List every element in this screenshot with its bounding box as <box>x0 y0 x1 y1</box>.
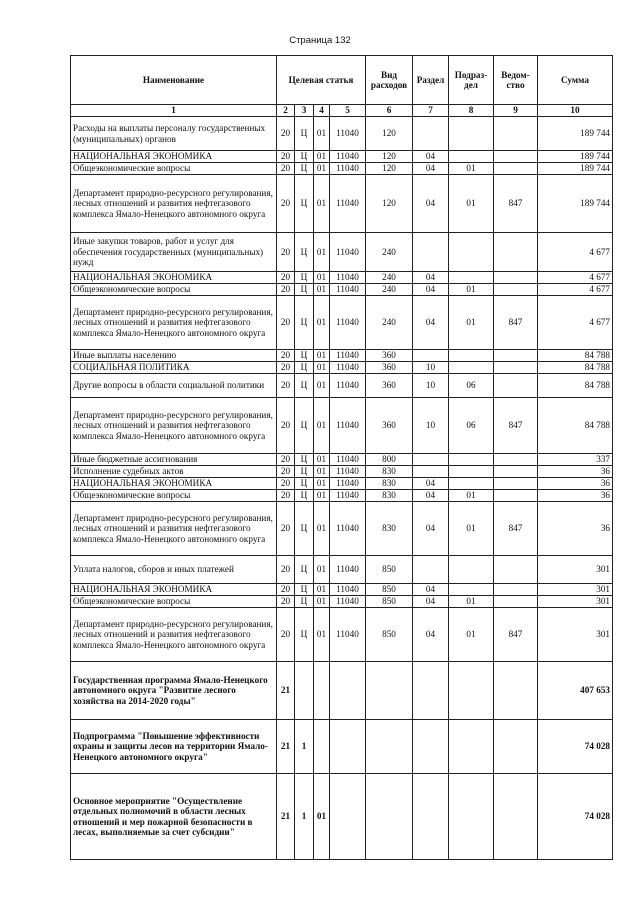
cell-subprogram-code: 1 <box>295 720 314 774</box>
column-number: 7 <box>413 105 449 117</box>
cell-subprogram-code: Ц <box>295 490 314 502</box>
cell-department: 847 <box>494 608 538 662</box>
cell-activity-code <box>314 720 330 774</box>
column-number: 2 <box>277 105 295 117</box>
cell-program-code: 20 <box>277 490 295 502</box>
cell-subsection <box>449 720 494 774</box>
cell-section <box>413 233 449 272</box>
cell-department <box>494 374 538 398</box>
cell-amount: 84 788 <box>538 398 613 454</box>
cell-direction-code: 11040 <box>330 584 366 596</box>
cell-expense-type: 830 <box>366 466 413 478</box>
cell-expense-type: 360 <box>366 398 413 454</box>
cell-direction-code: 11040 <box>330 163 366 175</box>
cell-expense-type: 800 <box>366 454 413 466</box>
cell-amount: 189 744 <box>538 175 613 233</box>
cell-activity-code: 01 <box>314 350 330 362</box>
cell-name: НАЦИОНАЛЬНАЯ ЭКОНОМИКА <box>71 478 277 490</box>
cell-activity-code: 01 <box>314 774 330 860</box>
table-row <box>71 662 613 720</box>
cell-expense-type: 830 <box>366 502 413 556</box>
cell-section <box>413 117 449 151</box>
cell-department <box>494 556 538 584</box>
cell-activity-code: 01 <box>314 490 330 502</box>
cell-subprogram-code: Ц <box>295 163 314 175</box>
column-number: 8 <box>449 105 494 117</box>
cell-program-code: 20 <box>277 284 295 296</box>
cell-department <box>494 117 538 151</box>
cell-department <box>494 662 538 720</box>
cell-subsection <box>449 584 494 596</box>
cell-name: Департамент природно-ресурсного регулирования, лесных отношений и развития нефтегазового комплекса Ямало-Ненецкого автономного округа <box>71 175 277 233</box>
cell-subprogram-code: Ц <box>295 374 314 398</box>
cell-amount: 301 <box>538 584 613 596</box>
header-subsection: Подраз-дел <box>449 56 494 105</box>
cell-department: 847 <box>494 502 538 556</box>
header-amount: Сумма <box>538 56 613 105</box>
cell-activity-code: 01 <box>314 272 330 284</box>
cell-subsection: 06 <box>449 398 494 454</box>
cell-amount: 4 677 <box>538 272 613 284</box>
cell-subsection <box>449 362 494 374</box>
cell-activity-code <box>314 662 330 720</box>
table-row <box>71 490 613 502</box>
cell-subsection <box>449 272 494 284</box>
cell-subsection <box>449 233 494 272</box>
table-body <box>71 117 613 860</box>
cell-direction-code: 11040 <box>330 398 366 454</box>
cell-expense-type: 120 <box>366 175 413 233</box>
cell-activity-code: 01 <box>314 233 330 272</box>
cell-section: 04 <box>413 284 449 296</box>
cell-department: 847 <box>494 398 538 454</box>
cell-subprogram-code: Ц <box>295 350 314 362</box>
cell-subsection: 01 <box>449 175 494 233</box>
cell-expense-type: 240 <box>366 296 413 350</box>
cell-department <box>494 350 538 362</box>
table-row <box>71 175 613 233</box>
cell-amount: 36 <box>538 502 613 556</box>
cell-amount: 301 <box>538 556 613 584</box>
column-number: 6 <box>366 105 413 117</box>
table-row <box>71 398 613 454</box>
cell-department <box>494 466 538 478</box>
cell-direction-code: 11040 <box>330 272 366 284</box>
cell-section <box>413 454 449 466</box>
cell-expense-type: 360 <box>366 374 413 398</box>
cell-section <box>413 662 449 720</box>
cell-program-code: 20 <box>277 502 295 556</box>
cell-expense-type: 360 <box>366 362 413 374</box>
table-row <box>71 502 613 556</box>
cell-section <box>413 720 449 774</box>
cell-direction-code: 11040 <box>330 362 366 374</box>
table-row <box>71 584 613 596</box>
cell-name: НАЦИОНАЛЬНАЯ ЭКОНОМИКА <box>71 151 277 163</box>
cell-direction-code: 11040 <box>330 596 366 608</box>
cell-subprogram-code <box>295 662 314 720</box>
cell-amount: 36 <box>538 466 613 478</box>
cell-direction-code: 11040 <box>330 117 366 151</box>
cell-subprogram-code: Ц <box>295 296 314 350</box>
table-row <box>71 117 613 151</box>
cell-program-code: 20 <box>277 163 295 175</box>
cell-subsection <box>449 556 494 584</box>
cell-subsection: 01 <box>449 490 494 502</box>
cell-department <box>494 584 538 596</box>
cell-activity-code: 01 <box>314 151 330 163</box>
cell-direction-code: 11040 <box>330 151 366 163</box>
cell-department <box>494 720 538 774</box>
cell-subprogram-code: Ц <box>295 284 314 296</box>
cell-direction-code <box>330 662 366 720</box>
cell-direction-code: 11040 <box>330 466 366 478</box>
header-name: Наименование <box>71 56 277 105</box>
cell-section: 10 <box>413 398 449 454</box>
cell-program-code: 20 <box>277 272 295 284</box>
cell-subprogram-code: Ц <box>295 584 314 596</box>
cell-program-code: 20 <box>277 596 295 608</box>
cell-direction-code: 11040 <box>330 350 366 362</box>
cell-expense-type: 830 <box>366 490 413 502</box>
cell-activity-code: 01 <box>314 596 330 608</box>
cell-amount: 337 <box>538 454 613 466</box>
cell-name: Общеэкономические вопросы <box>71 284 277 296</box>
table-row <box>71 720 613 774</box>
cell-expense-type: 240 <box>366 284 413 296</box>
table-row <box>71 284 613 296</box>
cell-section <box>413 350 449 362</box>
cell-name: НАЦИОНАЛЬНАЯ ЭКОНОМИКА <box>71 584 277 596</box>
cell-direction-code: 11040 <box>330 454 366 466</box>
cell-subprogram-code: Ц <box>295 596 314 608</box>
cell-department <box>494 272 538 284</box>
cell-subprogram-code: Ц <box>295 502 314 556</box>
cell-subsection: 01 <box>449 163 494 175</box>
cell-name: Общеэкономические вопросы <box>71 596 277 608</box>
cell-program-code: 20 <box>277 584 295 596</box>
cell-expense-type: 850 <box>366 608 413 662</box>
cell-name: Департамент природно-ресурсного регулирования, лесных отношений и развития нефтегазового комплекса Ямало-Ненецкого автономного округа <box>71 296 277 350</box>
column-number: 9 <box>494 105 538 117</box>
column-number: 5 <box>330 105 366 117</box>
cell-subprogram-code: Ц <box>295 233 314 272</box>
table-row <box>71 272 613 284</box>
header-row <box>71 56 613 105</box>
cell-section <box>413 774 449 860</box>
cell-activity-code: 01 <box>314 556 330 584</box>
cell-expense-type: 360 <box>366 350 413 362</box>
cell-subprogram-code: Ц <box>295 608 314 662</box>
cell-activity-code: 01 <box>314 454 330 466</box>
cell-activity-code: 01 <box>314 163 330 175</box>
cell-subsection <box>449 454 494 466</box>
cell-section <box>413 556 449 584</box>
cell-amount: 84 788 <box>538 362 613 374</box>
cell-subprogram-code: Ц <box>295 272 314 284</box>
budget-table <box>70 55 613 860</box>
cell-amount: 74 028 <box>538 720 613 774</box>
cell-subprogram-code: Ц <box>295 151 314 163</box>
cell-subsection <box>449 478 494 490</box>
table-row <box>71 163 613 175</box>
cell-section: 04 <box>413 478 449 490</box>
cell-subsection <box>449 466 494 478</box>
table-row <box>71 774 613 860</box>
table-row <box>71 608 613 662</box>
cell-amount: 4 677 <box>538 284 613 296</box>
cell-subsection: 01 <box>449 296 494 350</box>
cell-name: Департамент природно-ресурсного регулирования, лесных отношений и развития нефтегазового комплекса Ямало-Ненецкого автономного округа <box>71 398 277 454</box>
cell-expense-type: 850 <box>366 584 413 596</box>
cell-activity-code: 01 <box>314 374 330 398</box>
cell-amount: 189 744 <box>538 163 613 175</box>
page-number: Страница 132 <box>289 35 351 46</box>
cell-direction-code: 11040 <box>330 374 366 398</box>
cell-section: 10 <box>413 374 449 398</box>
cell-subprogram-code: Ц <box>295 175 314 233</box>
cell-subprogram-code: Ц <box>295 466 314 478</box>
table-row <box>71 233 613 272</box>
cell-department <box>494 454 538 466</box>
table-row <box>71 596 613 608</box>
cell-subprogram-code: Ц <box>295 454 314 466</box>
cell-amount: 189 744 <box>538 151 613 163</box>
cell-section: 04 <box>413 490 449 502</box>
cell-activity-code: 01 <box>314 502 330 556</box>
cell-name: Общеэкономические вопросы <box>71 163 277 175</box>
cell-activity-code: 01 <box>314 284 330 296</box>
cell-department <box>494 478 538 490</box>
cell-program-code: 20 <box>277 478 295 490</box>
cell-activity-code: 01 <box>314 362 330 374</box>
cell-name: Исполнение судебных актов <box>71 466 277 478</box>
cell-section <box>413 466 449 478</box>
cell-subprogram-code: Ц <box>295 478 314 490</box>
cell-subprogram-code: Ц <box>295 556 314 584</box>
cell-direction-code: 11040 <box>330 284 366 296</box>
cell-activity-code: 01 <box>314 466 330 478</box>
cell-subsection <box>449 151 494 163</box>
cell-expense-type: 120 <box>366 151 413 163</box>
cell-name: Департамент природно-ресурсного регулирования, лесных отношений и развития нефтегазового комплекса Ямало-Ненецкого автономного округа <box>71 608 277 662</box>
cell-department <box>494 284 538 296</box>
column-number: 4 <box>314 105 330 117</box>
cell-direction-code <box>330 720 366 774</box>
cell-amount: 189 744 <box>538 117 613 151</box>
cell-subprogram-code: Ц <box>295 362 314 374</box>
header-expense-type: Вид расходов <box>366 56 413 105</box>
cell-program-code: 20 <box>277 374 295 398</box>
cell-subsection <box>449 117 494 151</box>
cell-amount: 36 <box>538 478 613 490</box>
cell-program-code: 20 <box>277 175 295 233</box>
cell-program-code: 20 <box>277 296 295 350</box>
cell-department <box>494 362 538 374</box>
cell-expense-type: 240 <box>366 272 413 284</box>
header-department: Ведом-ство <box>494 56 538 105</box>
cell-subsection: 01 <box>449 596 494 608</box>
cell-subsection <box>449 662 494 720</box>
cell-program-code: 20 <box>277 454 295 466</box>
cell-name: Государственная программа Ямало-Ненецкого автономного округа "Развитие лесного хозяйства на 2014-2020 годы" <box>71 662 277 720</box>
header-section: Раздел <box>413 56 449 105</box>
cell-program-code: 20 <box>277 151 295 163</box>
cell-direction-code: 11040 <box>330 233 366 272</box>
cell-expense-type: 120 <box>366 117 413 151</box>
cell-amount: 301 <box>538 608 613 662</box>
cell-expense-type: 850 <box>366 596 413 608</box>
table-row <box>71 362 613 374</box>
cell-subsection: 06 <box>449 374 494 398</box>
cell-section: 04 <box>413 596 449 608</box>
table-row <box>71 454 613 466</box>
cell-activity-code: 01 <box>314 608 330 662</box>
cell-program-code: 20 <box>277 466 295 478</box>
cell-name: Подпрограмма "Повышение эффективности охраны и защиты лесов на территории Ямало-Ненецкого автономного округа" <box>71 720 277 774</box>
table-row <box>71 466 613 478</box>
cell-department: 847 <box>494 175 538 233</box>
cell-name: Иные закупки товаров, работ и услуг для обеспечения государственных (муниципальных) нужд <box>71 233 277 272</box>
cell-section: 04 <box>413 151 449 163</box>
cell-amount: 4 677 <box>538 296 613 350</box>
cell-name: Департамент природно-ресурсного регулирования, лесных отношений и развития нефтегазового комплекса Ямало-Ненецкого автономного округа <box>71 502 277 556</box>
cell-subsection: 01 <box>449 502 494 556</box>
column-number: 1 <box>71 105 277 117</box>
cell-name: Расходы на выплаты персоналу государственных (муниципальных) органов <box>71 117 277 151</box>
cell-amount: 301 <box>538 596 613 608</box>
cell-department <box>494 596 538 608</box>
cell-program-code: 20 <box>277 350 295 362</box>
cell-expense-type: 240 <box>366 233 413 272</box>
cell-name: Основное мероприятие "Осуществление отдельных полномочий в области лесных отношений и мер пожарной безопасности в лесах, выполняемые за счет субсидии" <box>71 774 277 860</box>
cell-amount: 36 <box>538 490 613 502</box>
cell-amount: 84 788 <box>538 374 613 398</box>
cell-direction-code: 11040 <box>330 478 366 490</box>
cell-amount: 4 677 <box>538 233 613 272</box>
cell-section: 04 <box>413 163 449 175</box>
table-row <box>71 151 613 163</box>
cell-subprogram-code: Ц <box>295 117 314 151</box>
cell-department <box>494 774 538 860</box>
cell-activity-code: 01 <box>314 175 330 233</box>
cell-subsection: 01 <box>449 608 494 662</box>
cell-program-code: 20 <box>277 398 295 454</box>
cell-amount: 84 788 <box>538 350 613 362</box>
column-number: 10 <box>538 105 613 117</box>
cell-amount: 407 653 <box>538 662 613 720</box>
cell-name: Иные бюджетные ассигнования <box>71 454 277 466</box>
cell-subsection: 01 <box>449 284 494 296</box>
table-row <box>71 296 613 350</box>
cell-direction-code: 11040 <box>330 490 366 502</box>
cell-name: НАЦИОНАЛЬНАЯ ЭКОНОМИКА <box>71 272 277 284</box>
table-row <box>71 350 613 362</box>
table-row <box>71 374 613 398</box>
cell-department <box>494 151 538 163</box>
cell-department <box>494 233 538 272</box>
cell-section: 04 <box>413 608 449 662</box>
cell-expense-type: 830 <box>366 478 413 490</box>
cell-activity-code: 01 <box>314 478 330 490</box>
cell-amount: 74 028 <box>538 774 613 860</box>
cell-name: Уплата налогов, сборов и иных платежей <box>71 556 277 584</box>
cell-name: Иные выплаты населению <box>71 350 277 362</box>
cell-expense-type <box>366 720 413 774</box>
cell-activity-code: 01 <box>314 398 330 454</box>
cell-subsection <box>449 774 494 860</box>
cell-section: 04 <box>413 175 449 233</box>
cell-section: 04 <box>413 272 449 284</box>
cell-program-code: 20 <box>277 362 295 374</box>
cell-department <box>494 163 538 175</box>
cell-program-code: 21 <box>277 662 295 720</box>
cell-activity-code: 01 <box>314 296 330 350</box>
column-number: 3 <box>295 105 314 117</box>
cell-subprogram-code: Ц <box>295 398 314 454</box>
cell-activity-code: 01 <box>314 117 330 151</box>
cell-name: Общеэкономические вопросы <box>71 490 277 502</box>
cell-expense-type <box>366 774 413 860</box>
cell-department: 847 <box>494 296 538 350</box>
cell-section: 04 <box>413 584 449 596</box>
cell-program-code: 20 <box>277 608 295 662</box>
cell-direction-code: 11040 <box>330 296 366 350</box>
table-row <box>71 556 613 584</box>
cell-direction-code <box>330 774 366 860</box>
column-number-row <box>71 105 613 117</box>
cell-subprogram-code: 1 <box>295 774 314 860</box>
cell-direction-code: 11040 <box>330 502 366 556</box>
cell-direction-code: 11040 <box>330 556 366 584</box>
header-target-article: Целевая статья <box>277 56 366 105</box>
cell-activity-code: 01 <box>314 584 330 596</box>
cell-subsection <box>449 350 494 362</box>
cell-program-code: 20 <box>277 117 295 151</box>
table-row <box>71 478 613 490</box>
cell-department <box>494 490 538 502</box>
cell-direction-code: 11040 <box>330 608 366 662</box>
cell-section: 10 <box>413 362 449 374</box>
cell-direction-code: 11040 <box>330 175 366 233</box>
cell-section: 04 <box>413 296 449 350</box>
cell-program-code: 20 <box>277 233 295 272</box>
cell-program-code: 20 <box>277 556 295 584</box>
cell-name: Другие вопросы в области социальной политики <box>71 374 277 398</box>
cell-section: 04 <box>413 502 449 556</box>
cell-name: СОЦИАЛЬНАЯ ПОЛИТИКА <box>71 362 277 374</box>
cell-expense-type: 120 <box>366 163 413 175</box>
cell-program-code: 21 <box>277 774 295 860</box>
cell-expense-type: 850 <box>366 556 413 584</box>
cell-expense-type <box>366 662 413 720</box>
cell-program-code: 21 <box>277 720 295 774</box>
